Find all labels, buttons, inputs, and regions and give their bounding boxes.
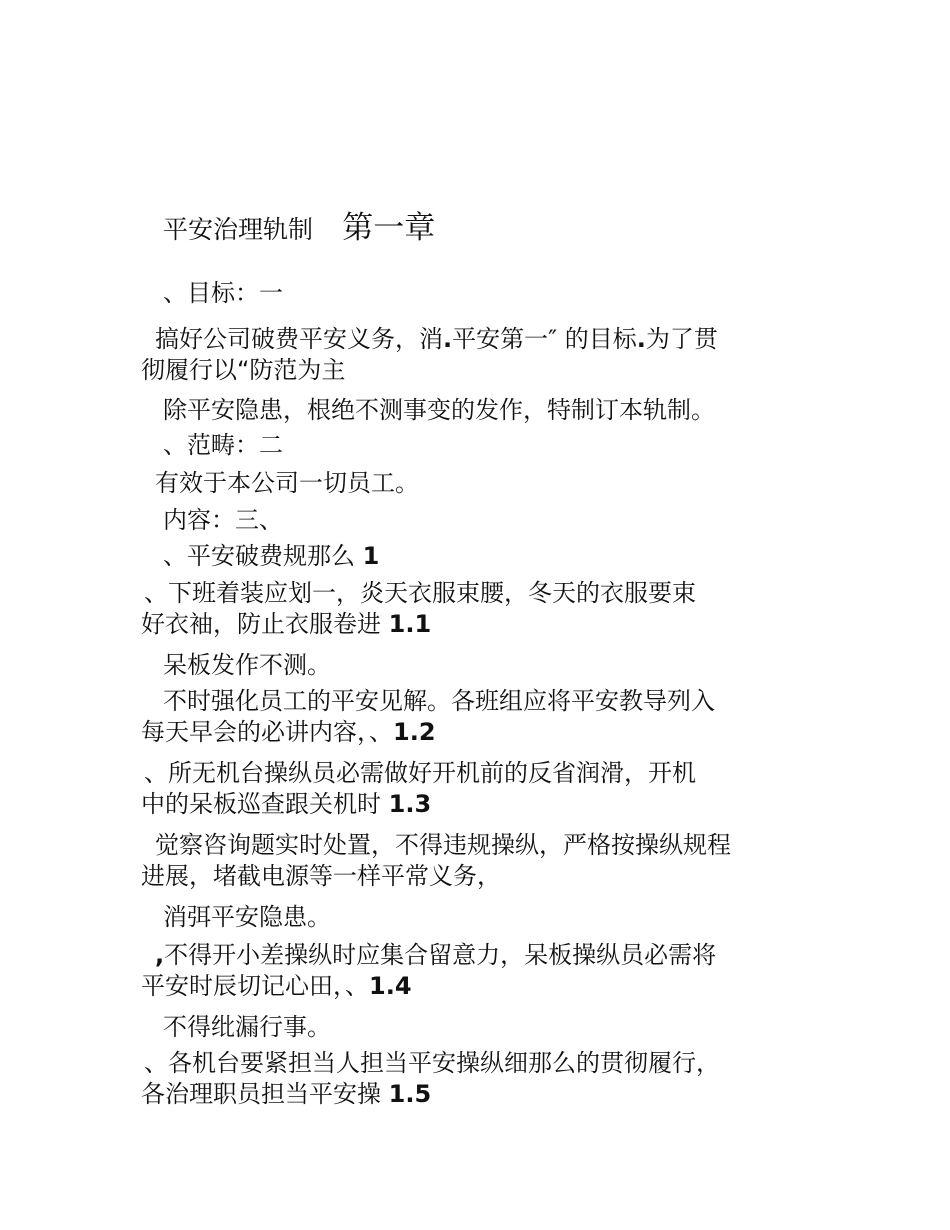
line-text: 不得纰漏行事。	[163, 1013, 331, 1041]
line-text: 每天早会的必讲内容，、	[141, 718, 393, 746]
line-text: 好衣袖，防止衣服卷进	[141, 610, 389, 638]
text-line	[163, 686, 715, 717]
text-line	[163, 278, 283, 309]
line-text: 各治理职员担当平安操	[141, 1080, 389, 1108]
line-text: 觉察咨询题实时处置，不得违规操纵，严格按操纵规程	[155, 831, 731, 859]
chapter-heading	[163, 210, 436, 246]
text-line	[141, 789, 431, 820]
section-number: 1.1	[388, 610, 432, 638]
text-line	[155, 940, 716, 971]
bold-comma: ,	[155, 941, 165, 969]
line-text: 搞好公司破费平安义务，消	[155, 325, 443, 353]
text-line	[141, 971, 412, 1002]
document-title: 平安治理轨制	[163, 215, 314, 244]
line-text: 平安第一″ 的目标	[452, 325, 637, 353]
text-line	[155, 830, 731, 861]
line-text: 、所无机台操纵员必需做好开机前的反省润滑，开机	[144, 759, 696, 787]
text-line	[141, 355, 345, 386]
section-number: 1	[362, 542, 380, 570]
line-text: 、平安破费规那么	[163, 542, 363, 570]
text-line	[141, 1079, 431, 1110]
text-line	[163, 395, 715, 426]
line-text: 呆板发作不测。	[163, 651, 331, 679]
text-line	[141, 861, 501, 892]
bold-dot: .	[636, 325, 646, 353]
line-text: 内容：三、	[163, 506, 283, 534]
text-line	[163, 650, 331, 681]
section-number: 1.3	[388, 790, 432, 818]
text-line	[163, 1012, 331, 1043]
chapter-label: 第一章	[342, 210, 436, 246]
line-text: 消弭平安隐患。	[163, 903, 331, 931]
text-line	[163, 430, 283, 461]
line-text: 进展，堵截电源等一样平常义务，	[141, 862, 501, 890]
text-line	[141, 717, 436, 748]
line-text: 有效于本公司一切员工。	[155, 469, 419, 497]
line-text: 为了贯	[645, 325, 718, 353]
text-line	[141, 609, 431, 640]
line-text: 不得开小差操纵时应集合留意力，呆板操纵员必需将	[164, 941, 717, 969]
line-text: 平安时辰切记心田，、	[141, 972, 369, 1000]
text-line	[163, 505, 283, 536]
text-line	[163, 902, 331, 933]
line-text: 、下班着装应划一，炎天衣服束腰，冬天的衣服要束	[144, 579, 696, 607]
text-line	[144, 758, 696, 789]
section-number: 1.4	[369, 972, 412, 1000]
text-line	[163, 541, 379, 572]
line-text: 、各机台要紧担当人担当平安操纵细那么的贯彻履行，	[144, 1049, 720, 1077]
text-line	[155, 468, 419, 499]
line-text: 、范畴：二	[163, 431, 283, 459]
bold-dot: .	[443, 325, 453, 353]
text-line	[155, 324, 718, 355]
line-text: 不时强化员工的平安见解。各班组应将平安教导列入	[163, 687, 715, 715]
text-line	[144, 1048, 720, 1079]
section-number: 1.5	[388, 1080, 432, 1108]
text-line	[144, 578, 696, 609]
line-text: 中的呆板巡查跟关机时	[141, 790, 389, 818]
line-text: 、目标：一	[163, 279, 283, 307]
section-number: 1.2	[393, 718, 436, 746]
line-text: 彻履行以“防范为主	[141, 356, 346, 384]
line-text: 除平安隐患，根绝不测事变的发作，特制订本轨制。	[163, 396, 715, 424]
